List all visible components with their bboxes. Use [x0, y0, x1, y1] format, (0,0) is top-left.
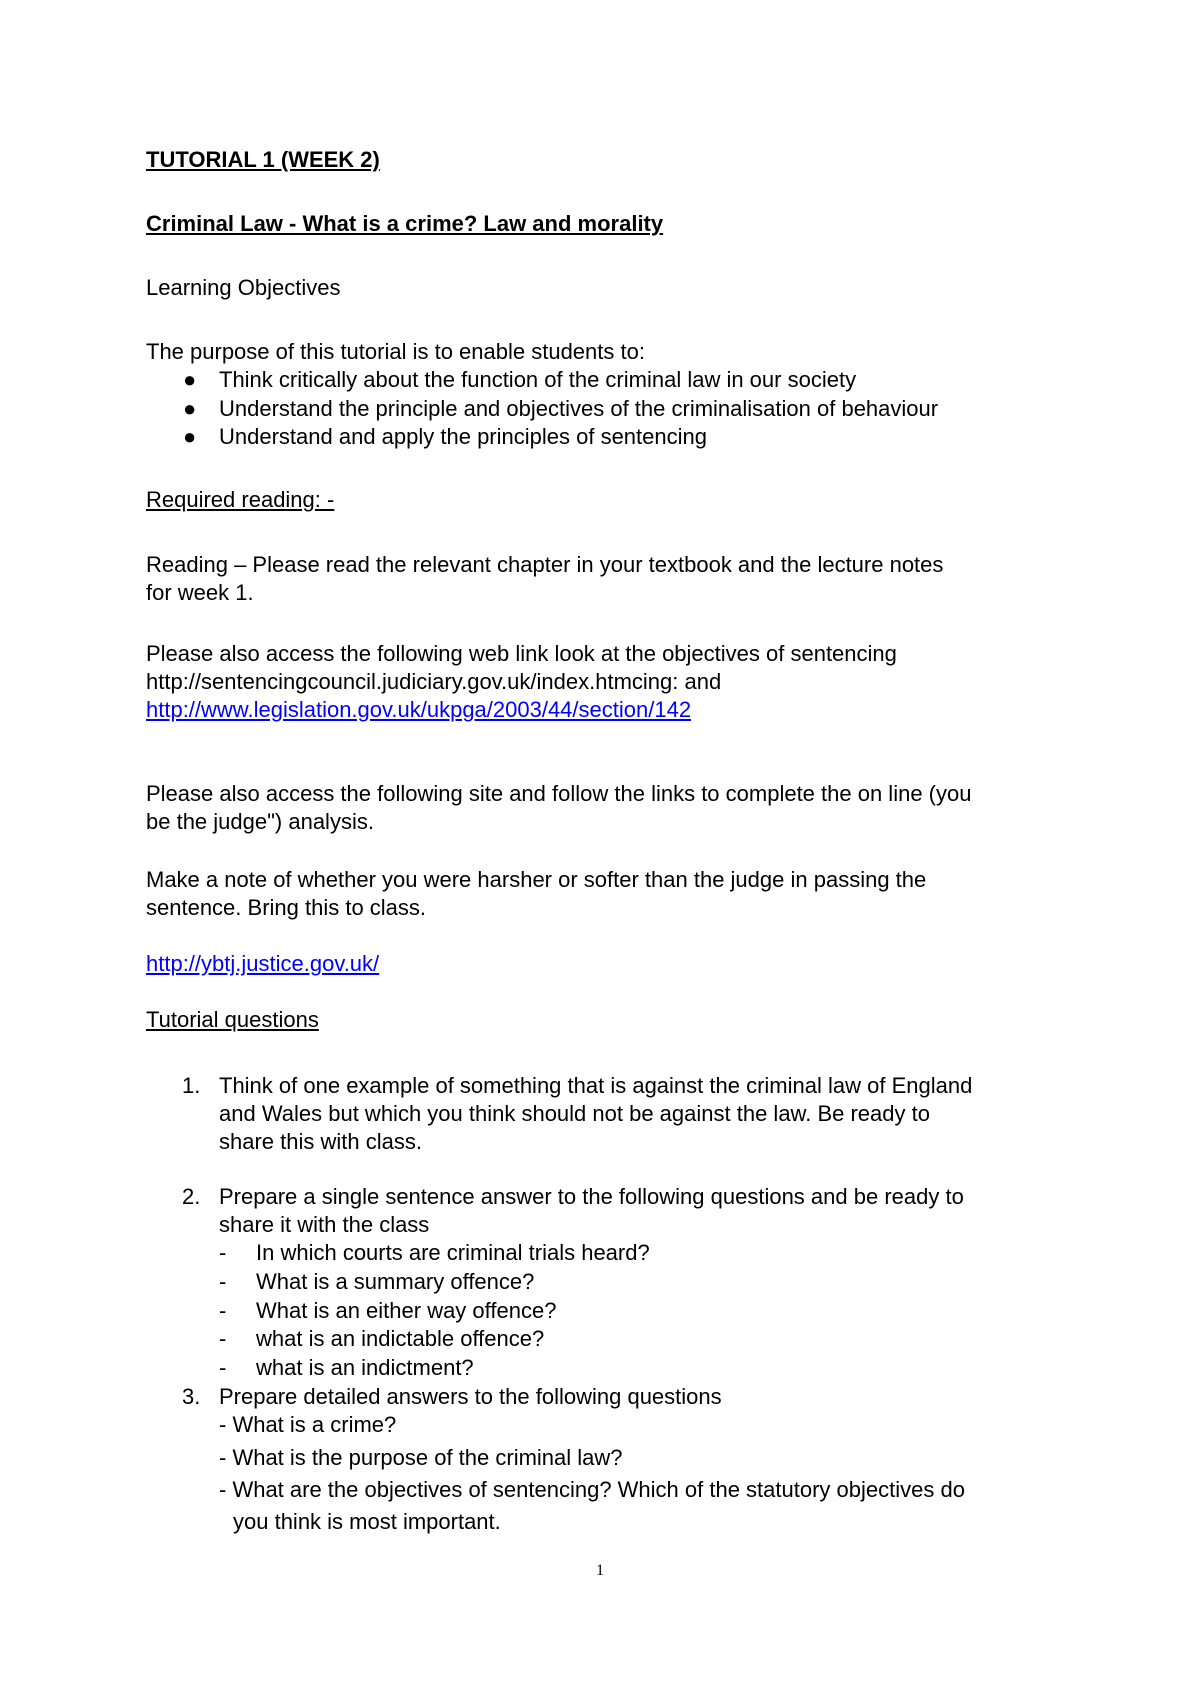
bullet-icon: ●	[183, 424, 197, 449]
sub-question: what is an indictable offence?	[256, 1326, 545, 1351]
site-instructions: Please also access the following site and follow the links to complete the on line (you	[146, 781, 972, 806]
question-text: Prepare detailed answers to the following questions	[219, 1384, 722, 1409]
questions-heading: Tutorial questions	[146, 1007, 319, 1032]
objective-item: Think critically about the function of the criminal law in our society	[219, 367, 857, 392]
dash-marker: -	[219, 1240, 227, 1265]
dash-marker: -	[219, 1269, 227, 1294]
sub-question: - What is the purpose of the criminal law?	[219, 1445, 623, 1470]
sub-question: - What is a crime?	[219, 1412, 397, 1437]
reading-heading: Required reading: -	[146, 487, 335, 512]
question-number: 3.	[182, 1384, 201, 1409]
question-text: Prepare a single sentence answer to the following questions and be ready to	[219, 1184, 964, 1209]
reading-text: for week 1.	[146, 580, 254, 605]
question-text: share this with class.	[219, 1129, 422, 1154]
sentencing-council-url: http://sentencingcouncil.judiciary.gov.uk/index.htmcing: and	[146, 669, 722, 694]
document-title: TUTORIAL 1 (WEEK 2)	[146, 147, 380, 172]
question-text: Think of one example of something that is against the criminal law of England	[219, 1073, 973, 1098]
reading-text: Reading – Please read the relevant chapter in your textbook and the lecture notes	[146, 552, 944, 577]
sub-question: What is an either way offence?	[256, 1298, 557, 1323]
objectives-heading: Learning Objectives	[146, 275, 341, 300]
document-subtitle: Criminal Law - What is a crime? Law and morality	[146, 211, 664, 236]
question-text: share it with the class	[219, 1212, 430, 1237]
dash-marker: -	[219, 1298, 227, 1323]
sub-question-continuation: you think is most important.	[233, 1509, 501, 1534]
question-text: and Wales but which you think should not be against the law. Be ready to	[219, 1101, 930, 1126]
dash-marker: -	[219, 1355, 227, 1380]
site-instructions: be the judge") analysis.	[146, 809, 374, 834]
note-instructions: sentence. Bring this to class.	[146, 895, 427, 920]
objective-item: Understand and apply the principles of sentencing	[219, 424, 707, 449]
objective-item: Understand the principle and objectives of the criminalisation of behaviour	[219, 396, 939, 421]
sub-question: what is an indictment?	[256, 1355, 474, 1380]
sub-question: - What are the objectives of sentencing? Which of the statutory objectives do	[219, 1477, 965, 1502]
objectives-intro: The purpose of this tutorial is to enable students to:	[146, 339, 645, 364]
question-number: 1.	[182, 1073, 201, 1098]
bullet-icon: ●	[183, 367, 197, 392]
ybtj-link[interactable]: http://ybtj.justice.gov.uk/	[146, 951, 380, 976]
question-number: 2.	[182, 1184, 201, 1209]
sub-question: In which courts are criminal trials heard?	[256, 1240, 650, 1265]
page-number: 1	[596, 1562, 604, 1579]
legislation-link[interactable]: http://www.legislation.gov.uk/ukpga/2003/44/section/142	[146, 697, 692, 722]
bullet-icon: ●	[183, 396, 197, 421]
weblink-intro: Please also access the following web link look at the objectives of sentencing	[146, 641, 897, 666]
dash-marker: -	[219, 1326, 227, 1351]
sub-question: What is a summary offence?	[256, 1269, 535, 1294]
note-instructions: Make a note of whether you were harsher or softer than the judge in passing the	[146, 867, 927, 892]
